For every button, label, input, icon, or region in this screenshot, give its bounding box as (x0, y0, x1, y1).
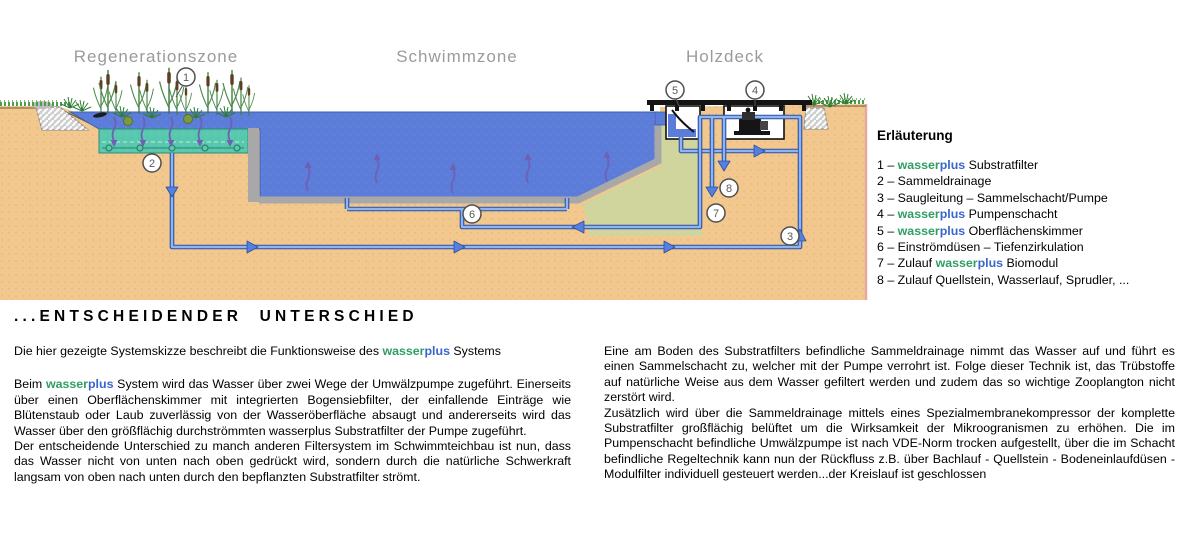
paragraph: Die hier gezeigte Systemskizze beschreibt die Funktionsweise des wasserplus Systems (14, 344, 501, 358)
legend (877, 128, 1179, 288)
paragraph: Beim wasserplus System wird das Wasser über zwei Wege der Umwälzpumpe zugeführt. Einerseits über einen Oberflächenskimmer mit integrierten Bogensiebfilter, der einfallende Einträge wie Blütenstaub oder Laub zuverlässig von der Wasseröberfläche absaugt und andererseits wird das Wasser über den größflächig durchströmmten wasserplus Substratfilter der Pumpe zugeführt. (14, 377, 571, 438)
marker-1 (177, 68, 195, 86)
paragraph: Zusätzlich wird über die Sammeldrainage mittels eines Spezialmembranekompressor der komplette Substratfilter großflächig belüftet um die Wirksamkeit der Mikroogranismen zu erhöhen. Die im Pumpenschacht befindliche Umwälzpumpe ist nach VDE-Norm trocken aufgestellt, über die im Schacht befindliche Regeltechnik kann nun der Rückfluss z.B. über Bachlauf - Quellstein - Bodeneinlaufdüsen - Modulfilter individuell gesteuert werden...der Kreislauf ist geschlossen (604, 405, 1175, 482)
marker-8 (720, 179, 738, 197)
right-column (604, 344, 1175, 483)
svg-text:4: 4 (751, 85, 759, 97)
brand-wasserplus: wasserplus (45, 377, 114, 392)
zone-label-holzdeck: Holzdeck (686, 47, 764, 66)
legend-item: 1 – wasserplus Substratfilter (877, 158, 1039, 172)
legend-item: 4 – wasserplus Pumpenschacht (877, 207, 1058, 222)
brand-wasserplus: wasserplus (935, 256, 1004, 271)
svg-text:2: 2 (148, 158, 156, 170)
intro-paragraph (14, 344, 571, 359)
legend-item: 8 – Zulauf Quellstein, Wasserlauf, Sprudler, ... (877, 272, 1130, 287)
marker-4 (746, 81, 764, 99)
brand-wasserplus: wasserplus (897, 207, 966, 222)
system-diagram (0, 0, 875, 305)
svg-text:5: 5 (671, 85, 679, 97)
marker-6 (463, 205, 481, 223)
legend-item: 3 – Saugleitung – Sammelschacht/Pumpe (877, 190, 1108, 205)
brand-wasserplus: wasserplus (382, 344, 450, 358)
paragraph: Der entscheidende Unterschied zu manch anderen Filtersystem im Schwimmteichbau ist nun, dass das Wasser nicht von unten nach oben gedrückt wird, sondern durch die natürliche Schwerkraft langsam von oben nach unten durch den bepflanzten Substratfilter strömt. (14, 439, 571, 484)
legend-items (877, 157, 1179, 288)
svg-text:1: 1 (182, 72, 190, 84)
paragraph: Eine am Boden des Substratfilters befindliche Sammeldrainage nimmt das Wasser auf und führt es einen Sammelschacht zu, welcher mit der Pumpe verrohrt ist. Folge dieser Technik ist, das Trübstoffe auf natürliche Weise aus dem Wasser gefiltert werden und zudem das so wichtige Zooplangton nicht zerstört wird. (604, 344, 1175, 405)
marker-5 (666, 81, 684, 99)
svg-text:6: 6 (468, 209, 476, 221)
brand-wasserplus: wasserplus (897, 158, 966, 172)
zone-label-regenerationszone: Regenerationszone (73, 47, 239, 66)
legend-item: 7 – Zulauf wasserplus Biomodul (877, 256, 1059, 271)
marker-7 (707, 204, 725, 222)
right-footing (804, 108, 828, 129)
svg-text:7: 7 (712, 208, 720, 220)
bush (124, 117, 133, 126)
left-column (14, 344, 571, 485)
left-main-text (14, 377, 571, 485)
brand-wasserplus: wasserplus (897, 223, 966, 238)
marker-2 (143, 154, 161, 172)
page-title: ...ENTSCHEIDENDER UNTERSCHIED (14, 308, 418, 325)
svg-text:8: 8 (725, 183, 733, 195)
legend-item: 2 – Sammeldrainage (877, 174, 992, 189)
marker-3 (781, 227, 799, 245)
legend-item: 6 – Einströmdüsen – Tiefenzirkulation (877, 240, 1084, 255)
legend-title: Erläuterung (877, 128, 953, 143)
svg-text:3: 3 (786, 231, 794, 243)
legend-item: 5 – wasserplus Oberflächenskimmer (877, 223, 1083, 238)
right-main-text (604, 344, 1175, 483)
bush (184, 115, 193, 124)
zone-label-schwimmzone: Schwimmzone (396, 47, 518, 66)
